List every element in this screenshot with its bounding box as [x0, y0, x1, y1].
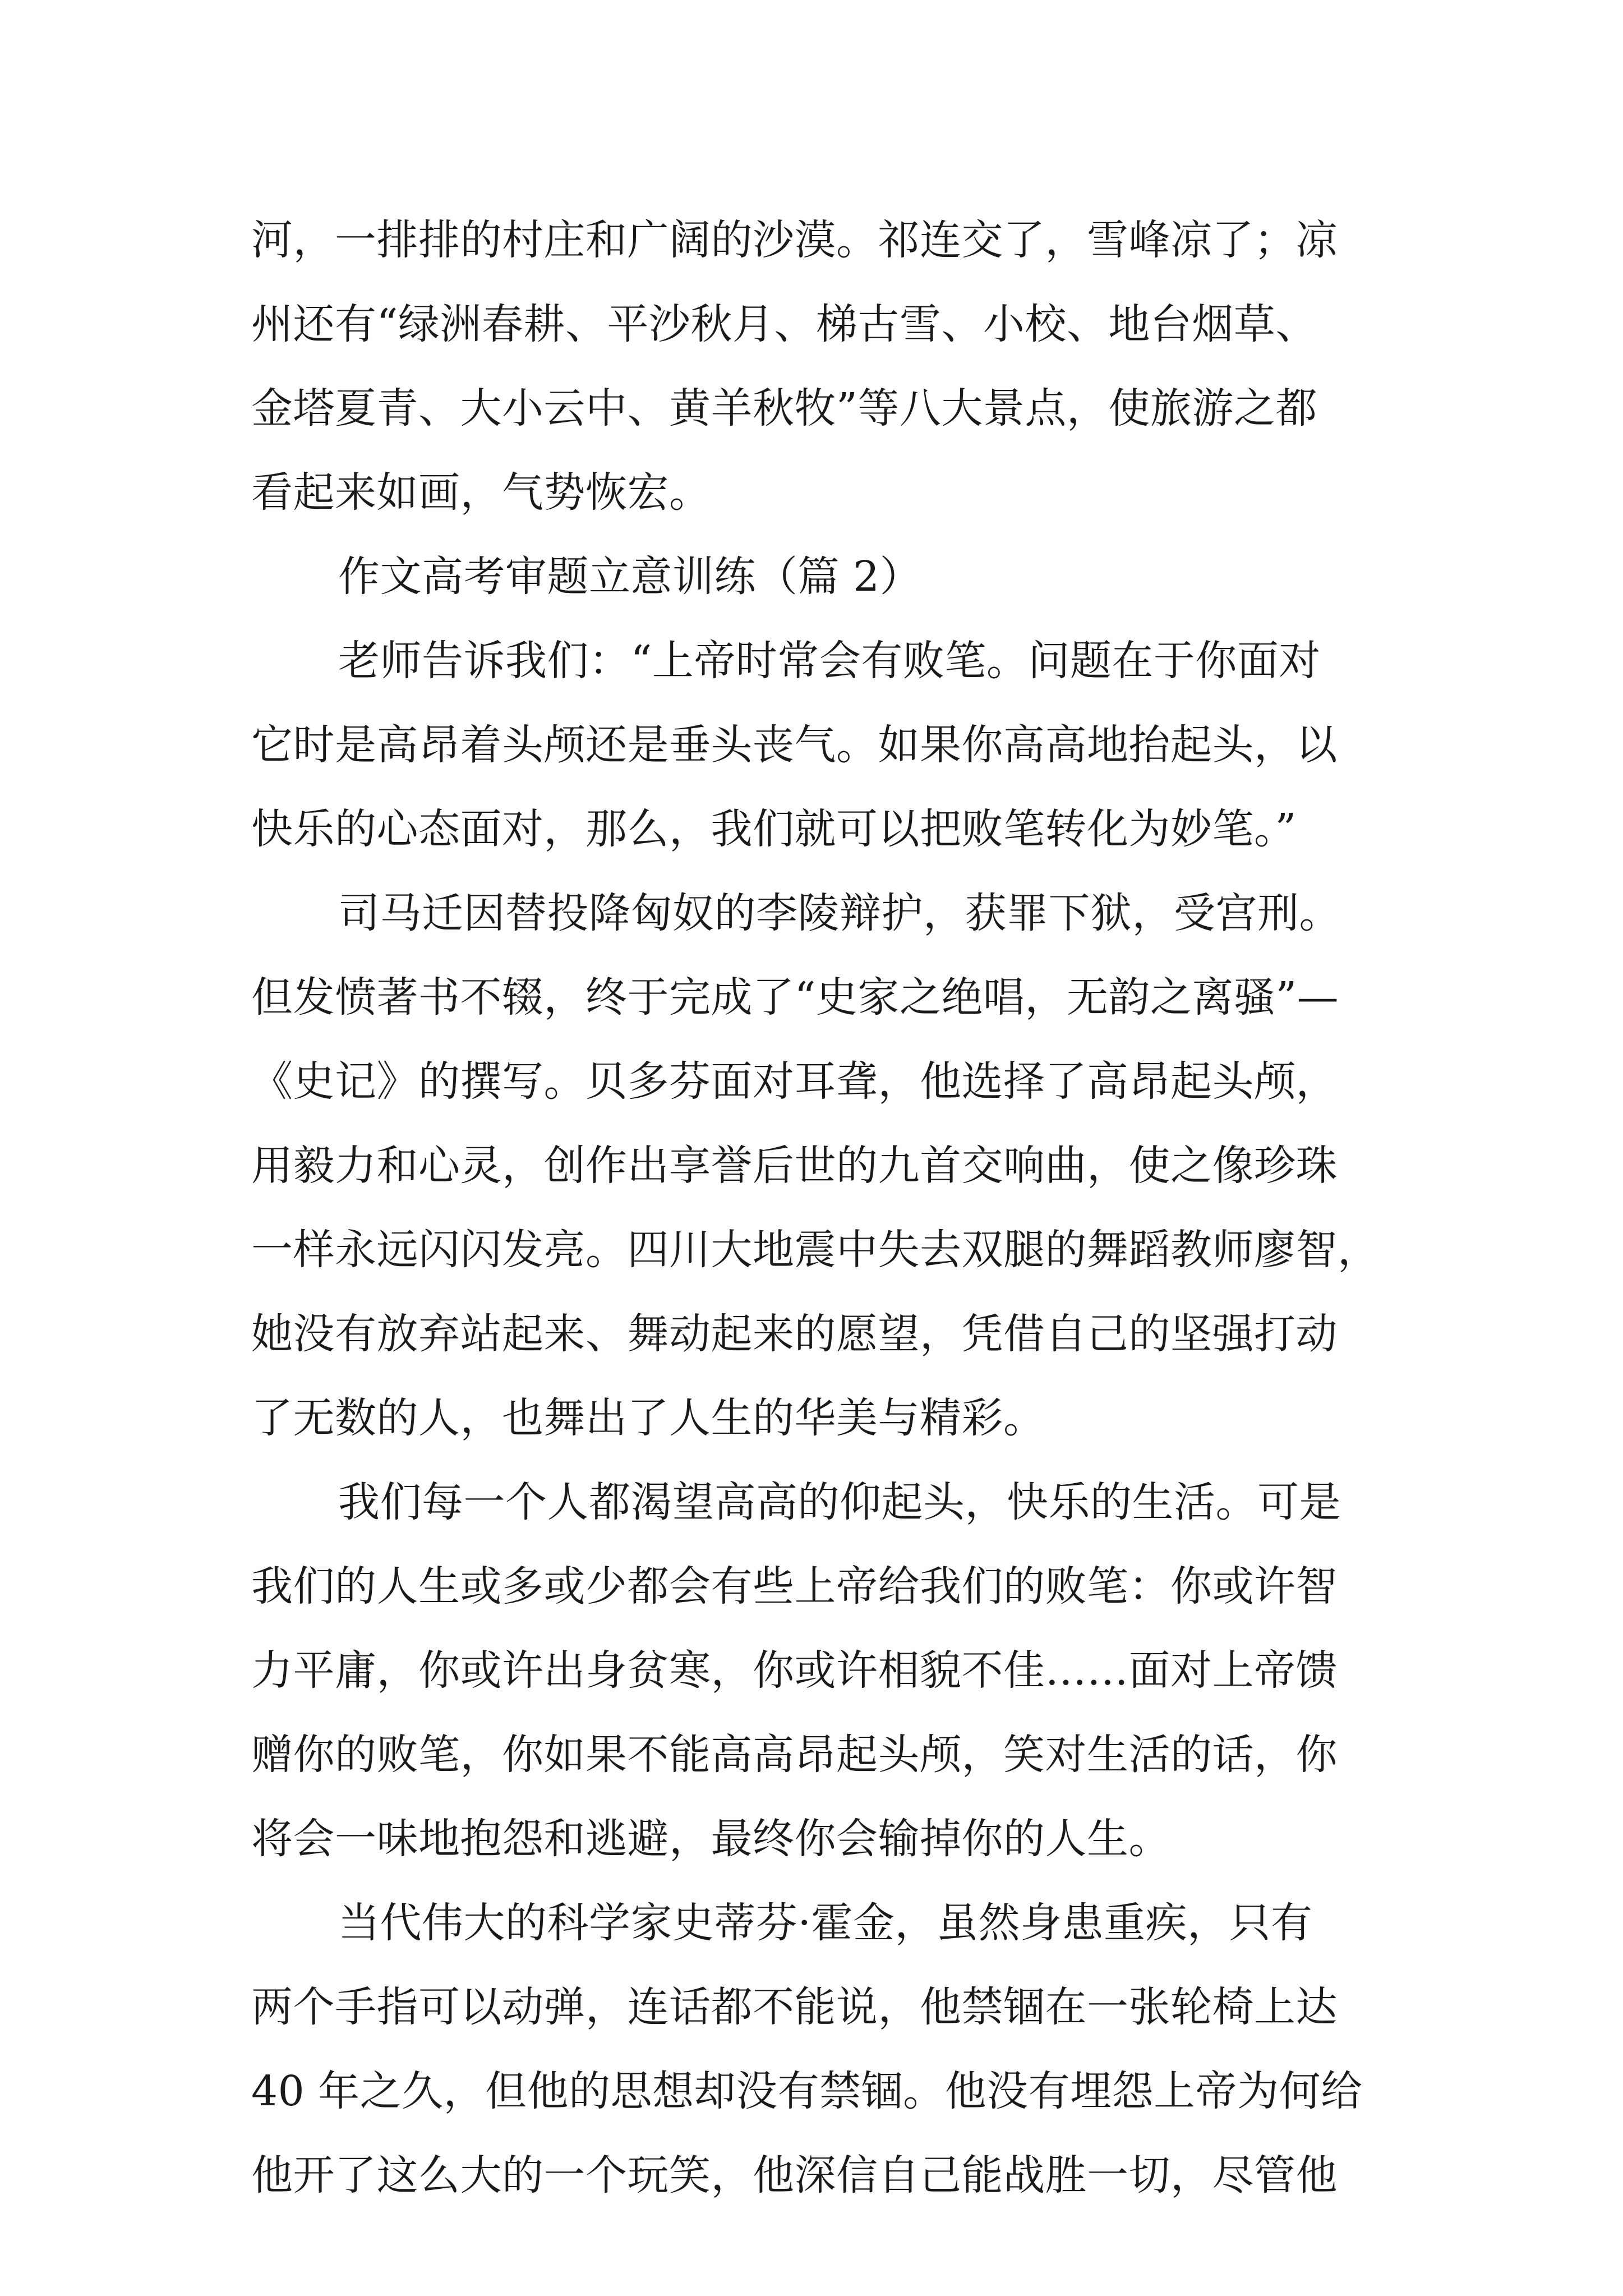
text-line: 赠你的败笔，你如果不能高高昂起头颅，笑对生活的话，你 — [251, 1731, 1338, 1779]
text-line: 一样永远闪闪发亮。四川大地震中失去双腿的舞蹈教师廖智， — [251, 1226, 1380, 1274]
text-line: 看起来如画，气势恢宏。 — [251, 468, 711, 517]
text-line: 将会一味地抱怨和逃避，最终你会输掉你的人生。 — [251, 1815, 1170, 1863]
text-line: 40 年之久，但他的思想却没有禁锢。他没有埋怨上帝为何给 — [251, 2067, 1363, 2115]
text-line: 用毅力和心灵，创作出享誉后世的九首交响曲，使之像珍珠 — [251, 1142, 1338, 1190]
text-line: 我们的人生或多或少都会有些上帝给我们的败笔：你或许智 — [251, 1562, 1338, 1611]
text-line: 金塔夏青、大小云中、黄羊秋牧”等八大景点，使旅游之都 — [251, 384, 1317, 432]
text-line: 《史记》的撰写。贝多芬面对耳聋，他选择了高昂起头颅， — [251, 1057, 1338, 1106]
text-line: 它时是高昂着头颅还是垂头丧气。如果你高高地抬起头，以 — [251, 721, 1338, 769]
text-line: 河，一排排的村庄和广阔的沙漠。祁连交了，雪峰凉了；凉 — [251, 216, 1338, 264]
text-line: 老师告诉我们：“上帝时常会有败笔。问题在于你面对 — [338, 637, 1321, 685]
text-line: 司马迁因替投降匈奴的李陵辩护，获罪下狱，受宫刑。 — [338, 889, 1341, 937]
text-line: 他开了这么大的一个玩笑，他深信自己能战胜一切，尽管他 — [251, 2151, 1338, 2200]
text-line: 力平庸，你或许出身贫寒，你或许相貌不佳……面对上帝馈 — [251, 1646, 1338, 1695]
text-line: 我们每一个人都渴望高高的仰起头，快乐的生活。可是 — [338, 1478, 1341, 1526]
text-line: 但发愤著书不辍，终于完成了“史家之绝唱，无韵之离骚”— — [251, 973, 1339, 1022]
text-line: 她没有放弃站起来、舞动起来的愿望，凭借自己的坚强打动 — [251, 1310, 1338, 1358]
text-line: 州还有“绿洲春耕、平沙秋月、梯古雪、小校、地台烟草、 — [251, 300, 1317, 348]
text-line: 了无数的人，也舞出了人生的华美与精彩。 — [251, 1394, 1045, 1442]
section-heading: 作文高考审题立意训练（篇 2） — [338, 553, 922, 601]
text-line: 当代伟大的科学家史蒂芬·霍金，虽然身患重疾，只有 — [338, 1899, 1313, 1947]
text-line: 两个手指可以动弹，连话都不能说，他禁锢在一张轮椅上达 — [251, 1983, 1338, 2031]
text-line: 快乐的心态面对，那么，我们就可以把败笔转化为妙笔。” — [251, 805, 1297, 853]
